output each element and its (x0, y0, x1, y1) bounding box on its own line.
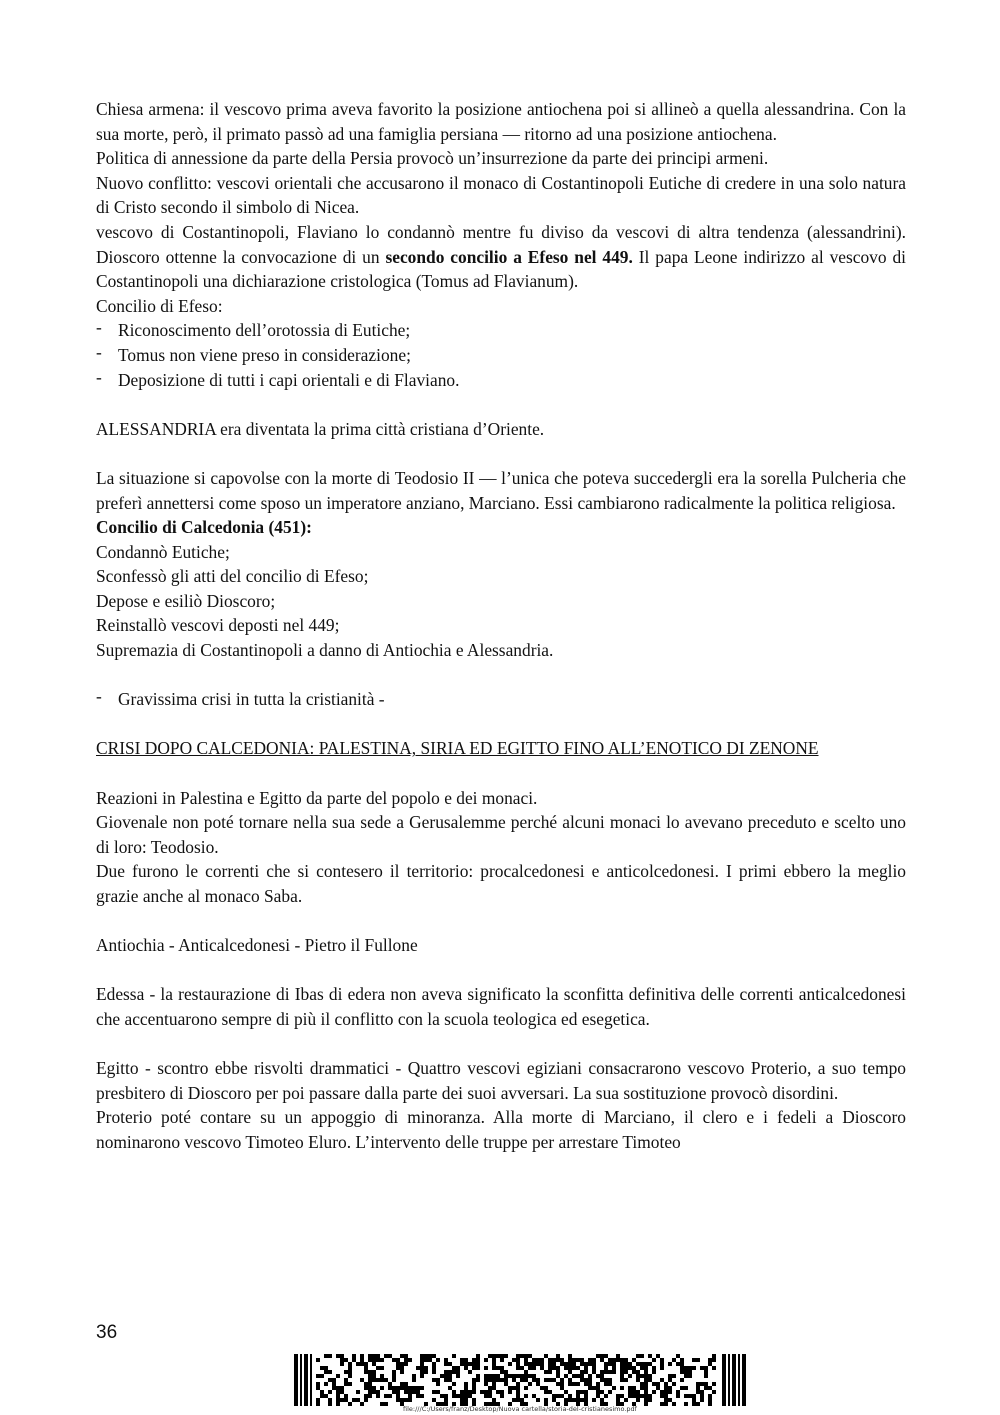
efeso-449-bold: secondo concilio a Efeso nel 449. (385, 246, 633, 267)
calcedonia-item: Reinstallò vescovi deposti nel 449; (96, 615, 340, 636)
calcedonia-item: Condannò Eutiche; (96, 541, 230, 562)
crisi-bullet (96, 687, 906, 712)
barcode-icon (294, 1354, 748, 1406)
efeso-item (96, 343, 906, 368)
paragraph-edessa: Edessa - la restaurazione di Ibas di edera non aveva significato la sconfitta definitiva delle correnti anticalcedonesi che accentuarono sempre di più il conflitto con la scuola teologica ed esegetica. (96, 984, 906, 1029)
paragraph-flaviano (96, 220, 906, 294)
efeso-item-text: Riconoscimento dell’orotossia di Eutiche; (118, 320, 411, 341)
calcedonia-title (96, 515, 906, 540)
efeso-title: Concilio di Efeso: (96, 295, 223, 316)
paragraph-egitto: Egitto - scontro ebbe risvolti drammatici - Quattro vescovi egiziani consacrarono vescovo Proterio, a suo tempo presbitero di Dioscoro per poi passare dalla parte dei suoi avversari. La sua sostituzione provocò disordini. (96, 1058, 906, 1103)
calcedonia-item: Supremazia di Costantinopoli a danno di Antiochia e Alessandria. (96, 640, 554, 661)
calcedonia-title-bold: Concilio di Calcedonia (451): (96, 517, 312, 538)
paragraph-proterio: Proterio poté contare su un appoggio di minoranza. Alla morte di Marciano, il clero e i fedeli a Dioscoro nominarono vescovo Timoteo Eluro. L’intervento delle truppe per arrestare Timoteo (96, 1107, 906, 1152)
dash-marker: - (96, 686, 102, 707)
paragraph-giovenale: Giovenale non poté tornare nella sua sede a Gerusalemme perché alcuni monaci lo avevano preceduto e scelto uno di loro: Teodosio. (96, 812, 906, 857)
dash-marker: - (96, 341, 102, 362)
paragraph-situazione: La situazione si capovolse con la morte di Teodosio II — l’unica che poteva succedergli era la sorella Pulcheria che preferì annettersi come sposo un imperatore anziano, Marciano. Essi cambiarono radicalmente la politica religiosa. (96, 467, 906, 513)
paragraph-antiochia: Antiochia - Anticalcedonesi - Pietro il Fullone (96, 935, 418, 956)
paragraph-alessandria: ALESSANDRIA era diventata la prima città cristiana d’Oriente. (96, 418, 545, 439)
paragraph-persia: Politica di annessione da parte della Persia provocò un’insurrezione da parte dei principi armeni. (96, 148, 769, 169)
paragraph-flaviano-text-b: Il papa Leone indirizzo al vescovo di Costantinopoli una dichiarazione cristologica (Tomus ad Flavianum). (96, 246, 906, 292)
calcedonia-item: Sconfessò gli atti del concilio di Efeso; (96, 566, 369, 587)
efeso-item (96, 318, 906, 343)
crisi-bullet-text: Gravissima crisi in tutta la cristianità - (118, 689, 385, 710)
paragraph-reazioni: Reazioni in Palestina e Egitto da parte del popolo e dei monaci. (96, 787, 538, 808)
efeso-item-text: Tomus non viene preso in considerazione; (118, 344, 411, 365)
page-content (96, 97, 906, 1155)
efeso-item (96, 368, 906, 393)
file-path: file:///C:/Users/franz/Desktop/Nuova cartella/storia-del-cristianesimo.pdf (403, 1405, 637, 1413)
page-number: 36 (96, 1322, 118, 1343)
paragraph-nuovo-conflitto: Nuovo conflitto: vescovi orientali che accusarono il monaco di Costantinopoli Eutiche di credere in una solo natura di Cristo secondo il simbolo di Nicea. (96, 172, 906, 218)
dash-marker: - (96, 366, 102, 387)
paragraph-chiesa-armena: Chiesa armena: il vescovo prima aveva favorito la posizione antiochena poi si allineò a quella alessandrina. Con la sua morte, però, il primato passò ad una famiglia persiana — ritorno ad una posizione antiochena. (96, 99, 906, 144)
calcedonia-item: Depose e esiliò Dioscoro; (96, 590, 276, 611)
dash-marker: - (96, 317, 102, 338)
paragraph-flaviano-text-a: vescovo di Costantinopoli, Flaviano lo condannò mentre fu diviso da vescovi di altra tendenza (alessandrini). Dioscoro ottenne la convocazione di un (96, 221, 906, 267)
section-heading: CRISI DOPO CALCEDONIA: PALESTINA, SIRIA ED EGITTO FINO ALL’ENOTICO DI ZENONE (96, 738, 819, 759)
paragraph-correnti: Due furono le correnti che si contesero il territorio: procalcedonesi e anticolcedonesi. I primi ebbero la meglio grazie anche al monaco Saba. (96, 861, 906, 906)
efeso-item-text: Deposizione di tutti i capi orientali e di Flaviano. (118, 369, 460, 390)
